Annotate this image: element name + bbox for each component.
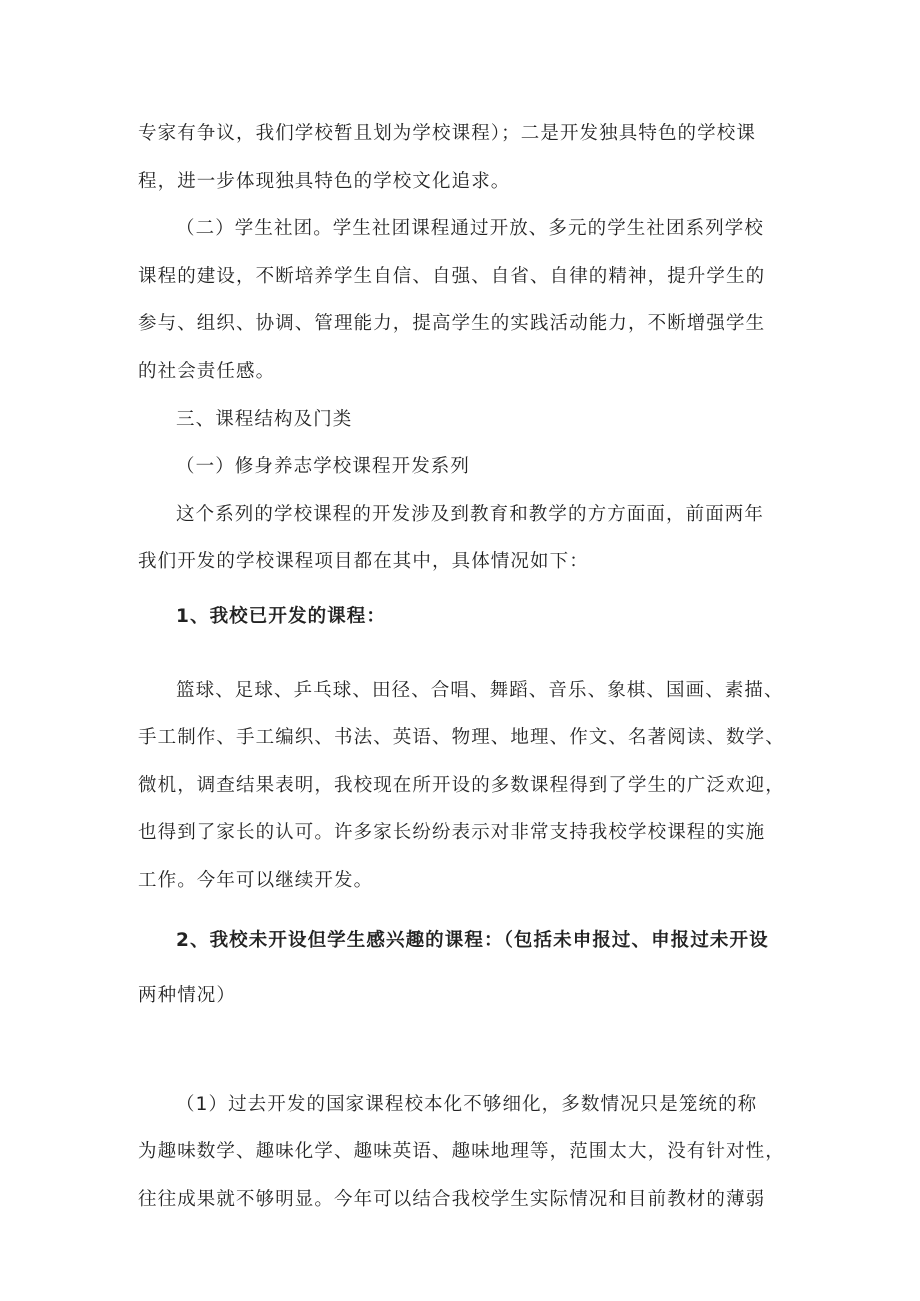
- paragraph-8-line-1: 为趣味数学、趣味化学、趣味英语、趣味地理等，范围太大，没有针对性，: [138, 1141, 785, 1162]
- section-heading: 三、课程结构及门类: [176, 409, 353, 430]
- paragraph-6-line-1: 手工制作、手工编织、书法、英语、物理、地理、作文、名著阅读、数学、: [138, 727, 785, 748]
- paragraph-6-line-3: 也得到了家长的认可。许多家长纷纷表示对非常支持我校学校课程的实施: [138, 822, 766, 843]
- paragraph-1-line-0: （二）学生社团。学生社团课程通过开放、多元的学生社团系列学校: [176, 218, 765, 239]
- item-2-heading: 2、我校未开设但学生感兴趣的课程：（包括未申报过、申报过未开设: [176, 930, 769, 951]
- paragraph-8-line-0: （1）过去开发的国家课程校本化不够细化，多数情况只是笼统的称: [176, 1094, 758, 1115]
- paragraph-6-line-2: 微机，调查结果表明，我校现在所开设的多数课程得到了学生的广泛欢迎，: [138, 775, 785, 796]
- paragraph-1-line-2: 参与、组织、协调、管理能力，提高学生的实践活动能力，不断增强学生: [138, 313, 766, 334]
- paragraph-0-line-0: 专家有争议，我们学校暂且划为学校课程）；二是开发独具特色的学校课: [138, 123, 756, 144]
- paragraph-6-line-0: 篮球、足球、乒乓球、田径、合唱、舞蹈、音乐、象棋、国画、素描、: [176, 680, 784, 701]
- paragraph-0-line-1: 程，进一步体现独具特色的学校文化追求。: [138, 171, 511, 192]
- paragraph-8-line-2: 往往成果就不够明显。今年可以结合我校学生实际情况和目前教材的薄弱: [138, 1189, 766, 1210]
- paragraph-1-line-1: 课程的建设，不断培养学生自信、自强、自省、自律的精神，提升学生的: [138, 266, 766, 287]
- item-2-line-1: 两种情况）: [138, 985, 237, 1006]
- item-1-heading: 1、我校已开发的课程：: [176, 606, 386, 627]
- paragraph-4-line-1: 我们开发的学校课程项目都在其中，具体情况如下：: [138, 551, 589, 572]
- paragraph-1-line-3: 的社会责任感。: [138, 361, 276, 382]
- paragraph-4-line-0: 这个系列的学校课程的开发涉及到教育和教学的方方面面，前面两年: [176, 504, 765, 525]
- subsection-heading: （一）修身养志学校课程开发系列: [176, 456, 471, 477]
- paragraph-6-line-4: 工作。今年可以继续开发。: [138, 870, 374, 891]
